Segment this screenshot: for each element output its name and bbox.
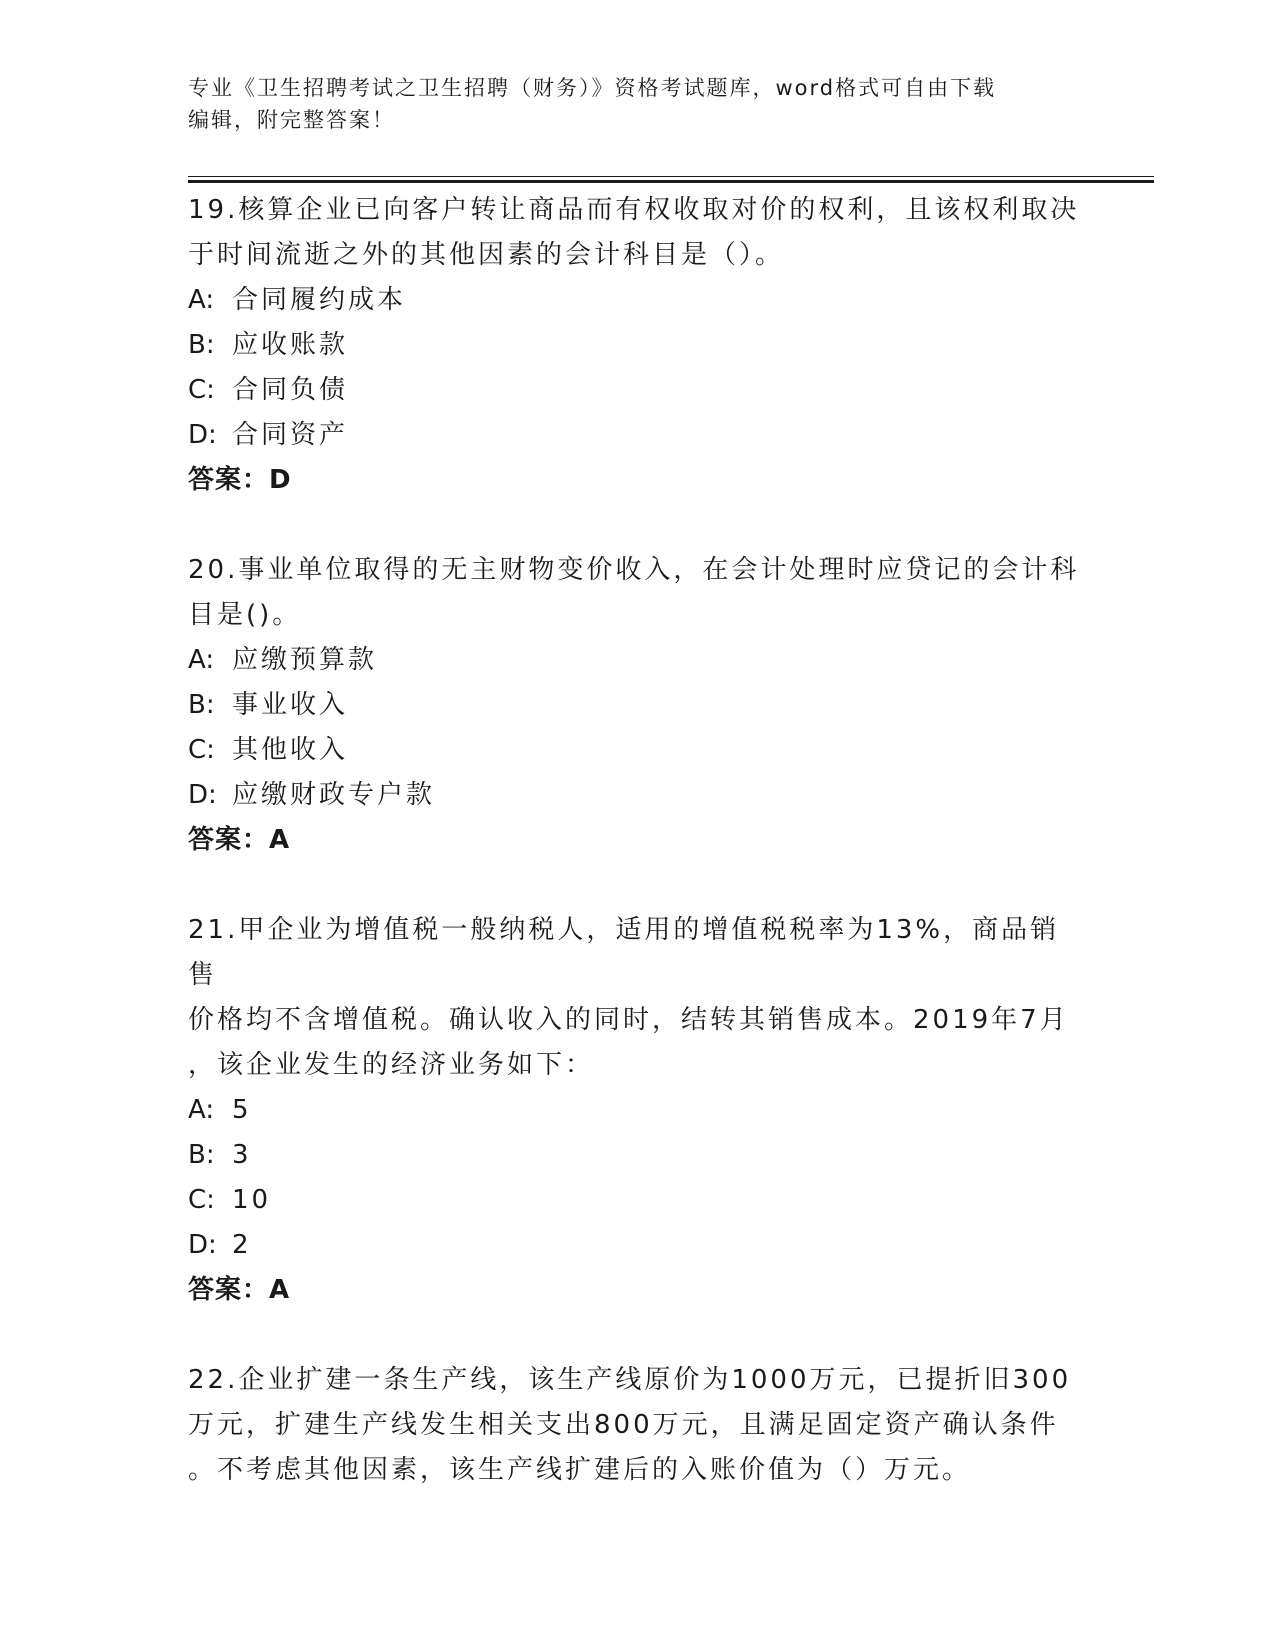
stem-line: 万元，扩建生产线发生相关支出800万元，且满足固定资产确认条件 [188,1410,1059,1440]
question-stem [188,188,1088,278]
stem-line: 。不考虑其他因素，该生产线扩建后的入账价值为（）万元。 [188,1455,972,1485]
option-text: 合同履约成本 [232,285,407,315]
question-21 [188,908,1088,1313]
option-b [188,683,1088,728]
option-letter: D: [188,780,217,810]
stem-line: 20.事业单位取得的无主财物变价收入，在会计处理时应贷记的会计科 [188,555,1080,585]
option-text: 2 [232,1230,252,1260]
option-letter: A: [188,645,215,675]
option-text: 应缴预算款 [232,645,378,675]
option-text: 合同负债 [232,375,349,405]
option-d [188,1223,1088,1268]
stem-line: 19.核算企业已向客户转让商品而有权收取对价的权利，且该权利取决 [188,195,1080,225]
question-22 [188,1358,1088,1493]
stem-line: 于时间流逝之外的其他因素的会计科目是（）。 [188,240,785,270]
question-spacer [188,1313,1088,1358]
option-text: 3 [232,1140,252,1170]
option-letter: B: [188,690,215,720]
option-letter: B: [188,1140,215,1170]
stem-line: 目是()。 [188,600,302,630]
option-letter: C: [188,1185,215,1215]
question-spacer [188,503,1088,548]
question-spacer [188,863,1088,908]
option-letter: A: [188,1095,215,1125]
option-text: 事业收入 [232,690,349,720]
option-c [188,728,1088,773]
stem-line: 22.企业扩建一条生产线，该生产线原价为1000万元，已提折旧300 [188,1365,1072,1395]
header-divider-thin [188,176,1154,177]
option-letter: D: [188,420,217,450]
question-stem [188,548,1088,638]
option-text: 合同资产 [232,420,349,450]
option-letter: B: [188,330,215,360]
option-b [188,1133,1088,1178]
option-a [188,638,1088,683]
option-text: 应缴财政专户款 [232,780,436,810]
option-a [188,278,1088,323]
header-line-1: 专业《卫生招聘考试之卫生招聘（财务）》资格考试题库，word格式可自由下载 [188,76,997,100]
option-d [188,413,1088,458]
option-letter: A: [188,285,215,315]
option-text: 10 [232,1185,272,1215]
question-20 [188,548,1088,863]
stem-line: 21.甲企业为增值税一般纳税人，适用的增值税税率为13%，商品销售 [188,915,1060,990]
stem-line: 价格均不含增值税。确认收入的同时，结转其销售成本。2019年7月 [188,1005,1069,1035]
option-letter: D: [188,1230,217,1260]
option-text: 5 [232,1095,252,1125]
question-stem [188,1358,1088,1493]
option-text: 应收账款 [232,330,349,360]
stem-line: ，该企业发生的经济业务如下： [188,1050,595,1080]
option-c [188,1178,1088,1223]
header-line-2: 编辑，附完整答案！ [188,108,395,132]
option-letter: C: [188,375,215,405]
answer-text: 答案：A [188,1275,291,1305]
answer-text: 答案：D [188,465,292,495]
option-a [188,1088,1088,1133]
option-letter: C: [188,735,215,765]
option-b [188,323,1088,368]
option-d [188,773,1088,818]
answer-text: 答案：A [188,825,291,855]
question-list [188,188,1088,1493]
option-text: 其他收入 [232,735,349,765]
option-c [188,368,1088,413]
question-stem [188,908,1088,1088]
document-header [188,72,1088,136]
header-divider-thick [188,180,1154,183]
question-19 [188,188,1088,503]
